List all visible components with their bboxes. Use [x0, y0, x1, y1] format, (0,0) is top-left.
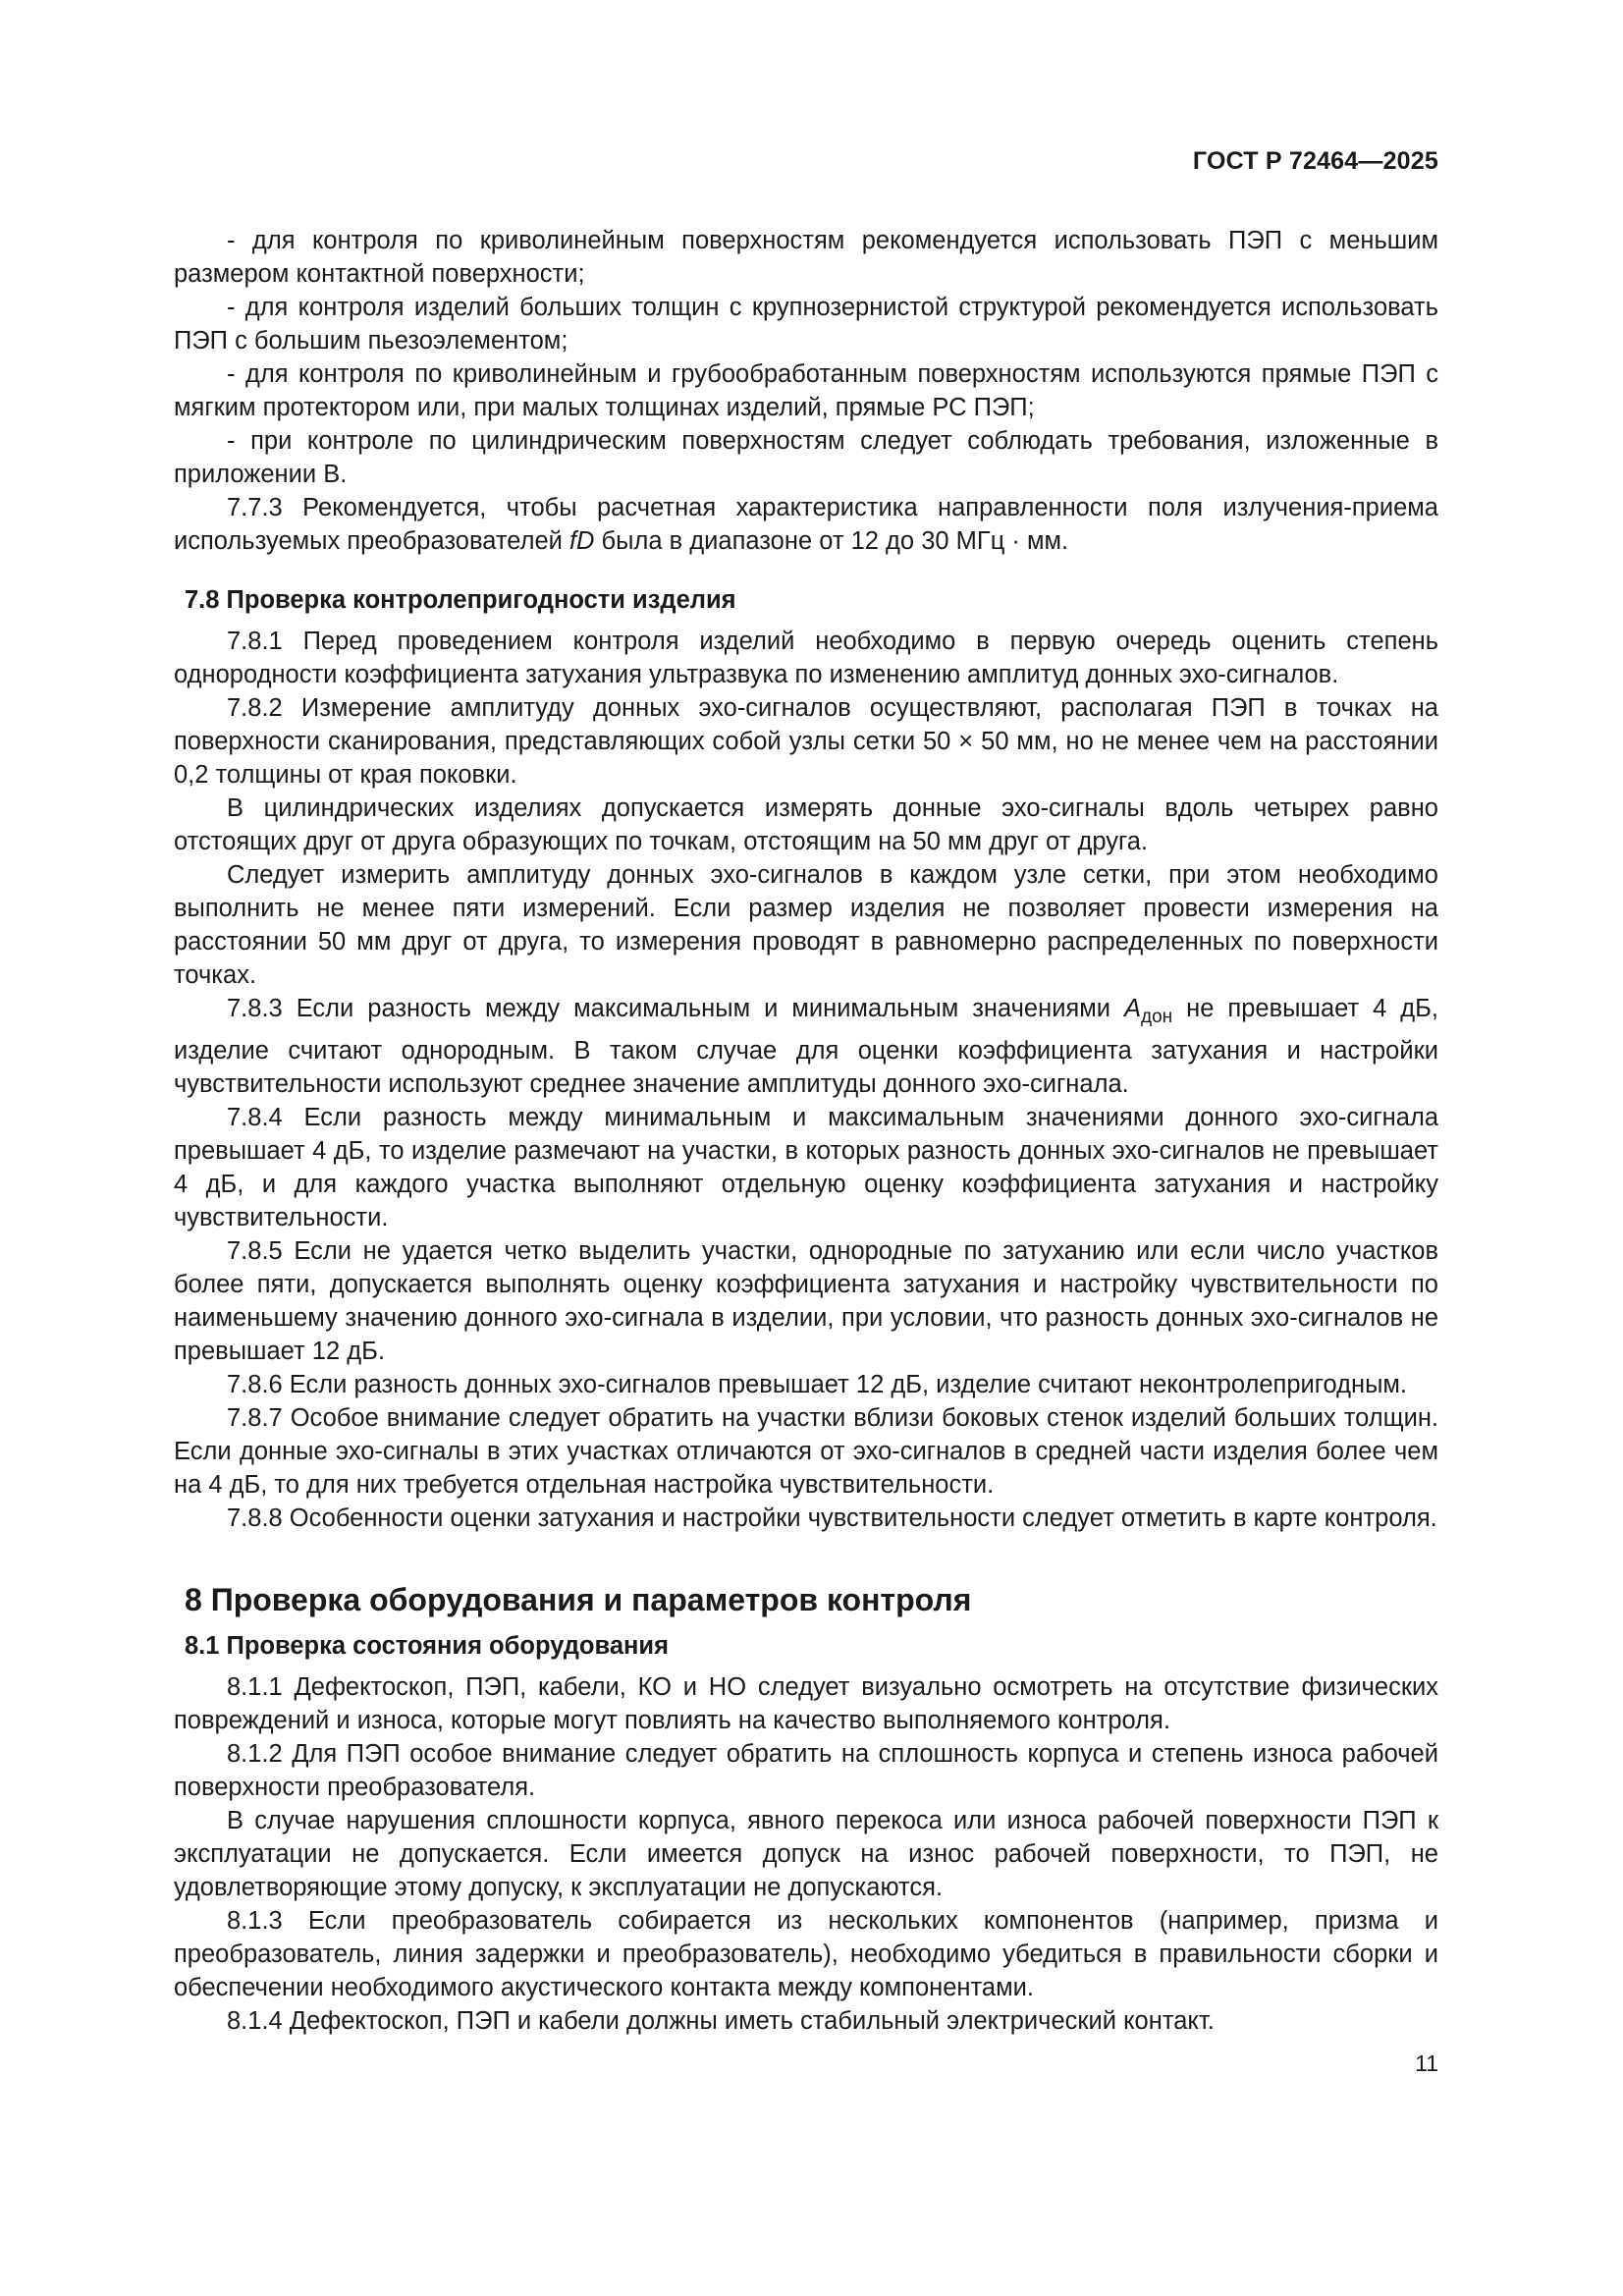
paragraph: Следует измерить амплитуду донных эхо-сигналов в каждом узле сетки, при этом необходимо выполнить не менее пяти измерений. Если размер изделия не позволяет провести измерения на расстоянии 50 мм друг от друга, то измерения проводят в равномерно распределенных по поверхности точках.: [174, 861, 1438, 989]
section-heading-7-8: 7.8 Проверка контролепригодности изделия: [185, 586, 736, 614]
paragraph: 7.8.7 Особое внимание следует обратить на участки вблизи боковых стенок изделий больших толщин. Если донные эхо-сигналы в этих участках отличаются от эхо-сигналов в средней части изделия более чем на 4 дБ, то для них требуется отдельная настройка чувствительности.: [174, 1404, 1438, 1499]
paragraph: 7.8.8 Особенности оценки затухания и настройки чувствительности следует отметить в карте контроля.: [227, 1504, 1437, 1532]
paragraph: В случае нарушения сплошности корпуса, явного перекоса или износа рабочей поверхности ПЭП к эксплуатации не допускается. Если имеется допуск на износ рабочей поверхности, то ПЭП, не удовлетворяющие этому допуску, к эксплуатации не допускаются.: [174, 1807, 1438, 1901]
list-item: - для контроля изделий больших толщин с крупнозернистой структурой рекомендуется использовать ПЭП с большим пьезоэлементом;: [174, 294, 1438, 355]
page-number: 11: [1415, 2050, 1438, 2076]
paragraph: 8.1.4 Дефектоскоп, ПЭП и кабели должны иметь стабильный электрический контакт.: [227, 2007, 1215, 2035]
list-item: - при контроле по цилиндрическим поверхностям следует соблюдать требования, изложенные в приложении В.: [174, 427, 1438, 488]
page-content: [174, 224, 1438, 2038]
text-run: 7.8.3 Если разность между максимальным и минимальным значениями: [227, 995, 1125, 1022]
text-run: не превышает 4 дБ, изделие считают однородным. В таком случае для оценки коэффициента затухания и настройки чувствительности используют среднее значение амплитуды донного эхо-сигнала.: [174, 995, 1438, 1098]
list-item: - для контроля по криволинейным поверхностям рекомендуется использовать ПЭП с меньшим размером контактной поверхности;: [174, 227, 1438, 288]
paragraph: 8.1.2 Для ПЭП особое внимание следует обратить на сплошность корпуса и степень износа рабочей поверхности преобразователя.: [174, 1740, 1438, 1801]
paragraph: 7.8.5 Если не удается четко выделить участки, однородные по затуханию или если число участков более пяти, допускается выполнять оценку коэффициента затухания и настройку чувствительности по наименьшему значению донного эхо-сигнала в изделии, при условии, что разность донных эхо-сигналов не превышает 12 дБ.: [174, 1237, 1438, 1365]
paragraph-7-7-3: [174, 491, 1438, 558]
variable-symbol: A: [1124, 995, 1142, 1022]
list-item: - для контроля по криволинейным и грубообработанным поверхностям используются прямые ПЭП с мягким протектором или, при малых толщинах изделий, прямые РС ПЭП;: [174, 360, 1438, 421]
variable-subscript: дон: [1141, 1007, 1173, 1027]
chapter-heading-8: 8 Проверка оборудования и параметров контроля: [185, 1582, 972, 1617]
standard-header: ГОСТ Р 72464—2025: [1192, 147, 1438, 175]
text-run: 7.7.3 Рекомендуется, чтобы расчетная характеристика направленности поля излучения-приема используемых преобразователей: [174, 494, 1438, 555]
paragraph: 8.1.1 Дефектоскоп, ПЭП, кабели, КО и НО следует визуально осмотреть на отсутствие физических повреждений и износа, которые могут повлиять на качество выполняемого контроля.: [174, 1673, 1438, 1734]
paragraph-7-8-3: [174, 992, 1438, 1101]
paragraph: 7.8.1 Перед проведением контроля изделий необходимо в первую очередь оценить степень однородности коэффициента затухания ультразвука по изменению амплитуд донных эхо-сигналов.: [174, 628, 1438, 688]
paragraph: 7.8.4 Если разность между минимальным и максимальным значениями донного эхо-сигнала превышает 4 дБ, то изделие размечают на участки, в которых разность донных эхо-сигналов не превышает 4 дБ, и для каждого участка выполняют отдельную оценку коэффициента затухания и настройку чувствительности.: [174, 1104, 1438, 1231]
italic-symbol: fD: [568, 527, 595, 555]
paragraph: В цилиндрических изделиях допускается измерять донные эхо-сигналы вдоль четырех равно отстоящих друг от друга образующих по точкам, отстоящим на 50 мм друг от друга.: [174, 794, 1438, 855]
paragraph: 8.1.3 Если преобразователь собирается из нескольких компонентов (например, призма и преобразователь, линия задержки и преобразователь), необходимо убедиться в правильности сборки и обеспечении необходимого акустического контакта между компонентами.: [174, 1907, 1438, 2001]
paragraph: 7.8.2 Измерение амплитуду донных эхо-сигналов осуществляют, располагая ПЭП в точках на поверхности сканирования, представляющих собой узлы сетки 50 × 50 мм, но не менее чем на расстоянии 0,2 толщины от края поковки.: [174, 694, 1438, 789]
paragraph: 7.8.6 Если разность донных эхо-сигналов превышает 12 дБ, изделие считают неконтролепригодным.: [227, 1371, 1408, 1398]
section-heading-8-1: 8.1 Проверка состояния оборудования: [185, 1632, 669, 1660]
text-run: была в диапазоне от 12 до 30 МГц · мм.: [594, 527, 1069, 555]
